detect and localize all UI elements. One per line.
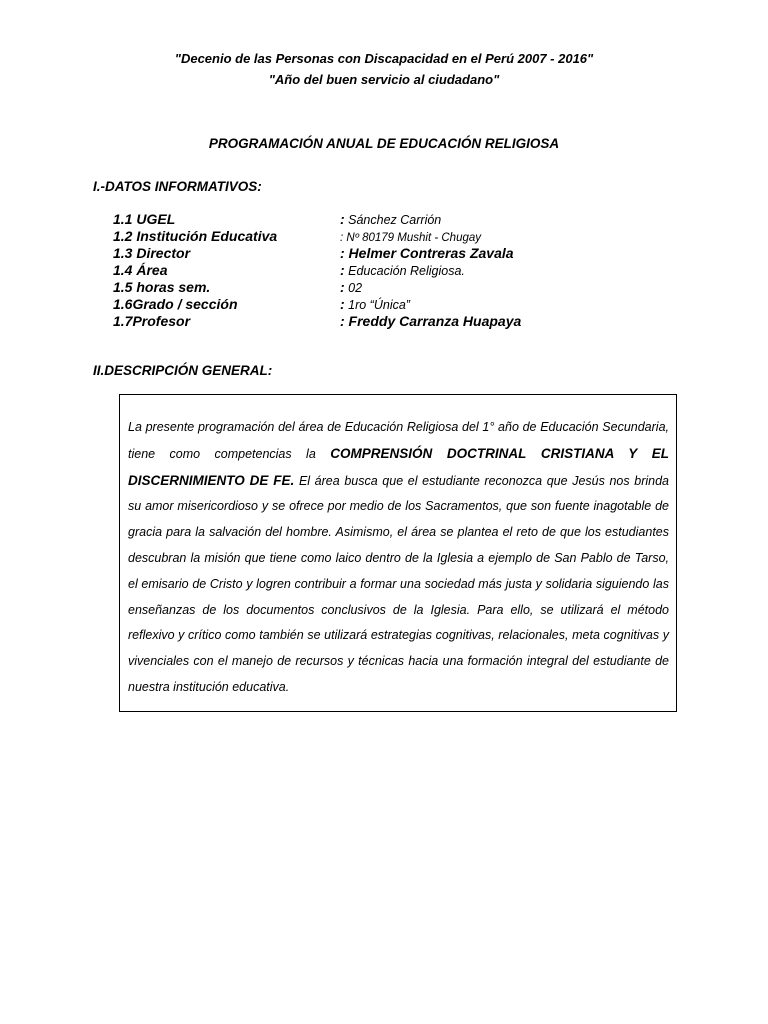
info-value-text: Nº 80179 Mushit - Chugay bbox=[343, 232, 482, 244]
info-label: 1.6Grado / sección bbox=[113, 296, 238, 312]
info-value-text: Freddy Carranza Huapaya bbox=[344, 313, 522, 329]
info-value-text: Educación Religiosa. bbox=[344, 264, 465, 278]
header-decenio: "Decenio de las Personas con Discapacidad en el Perú 2007 - 2016" bbox=[174, 51, 594, 66]
info-value bbox=[340, 279, 362, 297]
description-text-start: La presente programación del área de Educación Religiosa del 1° año de Educación Secundaria, tiene como competencias la bbox=[128, 420, 669, 461]
info-value bbox=[340, 262, 465, 280]
info-row-institucion bbox=[113, 228, 713, 245]
header-anio: "Año del buen servicio al ciudadano" bbox=[268, 72, 500, 87]
info-row-ugel bbox=[113, 211, 713, 228]
info-label: 1.2 Institución Educativa bbox=[113, 228, 278, 244]
description-box bbox=[119, 394, 677, 712]
info-label: 1.1 UGEL bbox=[113, 211, 176, 227]
info-colon: : bbox=[340, 296, 345, 312]
description-paragraph bbox=[128, 415, 669, 701]
info-colon: : bbox=[340, 245, 345, 261]
info-row-horas bbox=[113, 279, 713, 296]
info-row-grado bbox=[113, 296, 713, 313]
section-heading-datos: I.-DATOS INFORMATIVOS: bbox=[93, 179, 262, 194]
info-value bbox=[340, 228, 481, 246]
info-value bbox=[340, 296, 410, 314]
info-value bbox=[340, 211, 441, 229]
info-value-text: 02 bbox=[344, 281, 363, 295]
info-value bbox=[340, 245, 514, 263]
description-text-end: El área busca que el estudiante reconozca que Jesús nos brinda su amor misericordioso y se ofrece por medio de los Sacramentos, que son fuente inagotable de gracia para la salvación del hombre. Asimismo, el área se plantea el reto de que los estudiantes descubran la misión que tiene como laico dentro de la Iglesia a ejemplo de San Pablo de Tarso, el emisario de Cristo y logren contribuir a formar una sociedad más justa y solidaria siguiendo las enseñanzas de los documentos conclusivos de la Iglesia. Para ello, se utilizará el método reflexivo y crítico como también se utilizará estrategias cognitivas, relacionales, meta cognitivas y vivenciales con el manejo de recursos y técnicas hacia una formación integral del estudiante de nuestra institución educativa. bbox=[128, 473, 669, 694]
info-row-area bbox=[113, 262, 713, 279]
info-value-text: Helmer Contreras Zavala bbox=[344, 245, 514, 261]
info-colon: : bbox=[340, 211, 345, 227]
info-colon: : bbox=[340, 232, 344, 244]
info-colon: : bbox=[340, 313, 345, 329]
info-row-director bbox=[113, 245, 713, 262]
info-value bbox=[340, 313, 521, 331]
info-label: 1.5 horas sem. bbox=[113, 279, 211, 295]
info-label: 1.7Profesor bbox=[113, 313, 191, 329]
info-row-profesor bbox=[113, 313, 713, 330]
info-colon: : bbox=[340, 279, 345, 295]
document-title: PROGRAMACIÓN ANUAL DE EDUCACIÓN RELIGIOSA bbox=[208, 136, 560, 151]
info-colon: : bbox=[340, 262, 345, 278]
info-label: 1.3 Director bbox=[113, 245, 191, 261]
info-label: 1.4 Área bbox=[113, 262, 168, 278]
info-value-text: 1ro “Única” bbox=[344, 298, 410, 312]
description-emphasis: COMPRENSIÓN DOCTRINAL CRISTIANA Y EL DISCERNIMIENTO DE FE. bbox=[128, 445, 669, 488]
info-value-text: Sánchez Carrión bbox=[344, 213, 442, 227]
section-heading-descripcion: II.DESCRIPCIÓN GENERAL: bbox=[93, 363, 273, 378]
